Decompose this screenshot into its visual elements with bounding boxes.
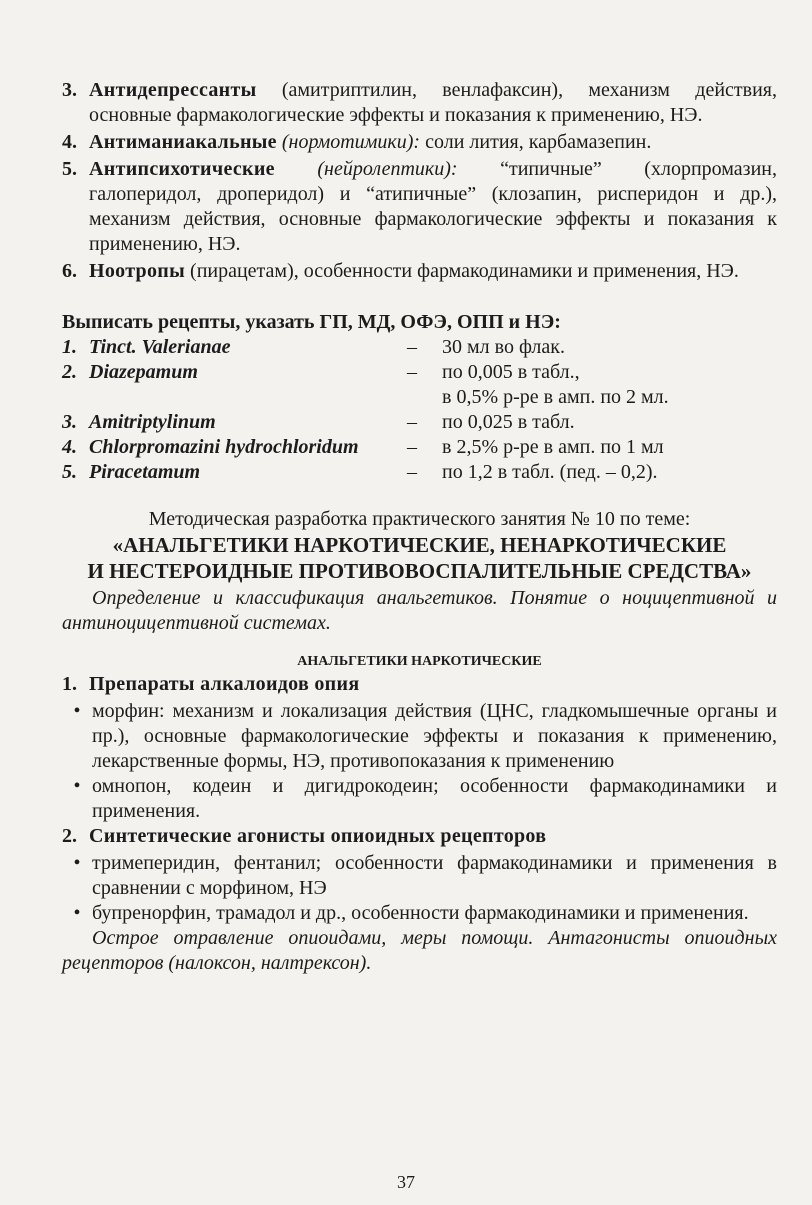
drug-dose: 30 мл во флак. xyxy=(442,336,565,358)
drug-name: Chlorpromazini hydrochloridum xyxy=(89,436,359,458)
bullet-icon: • xyxy=(73,700,81,722)
drug-dose: по 1,2 в табл. (пед. – 0,2). xyxy=(442,461,658,483)
bullet-icon: • xyxy=(73,852,81,874)
drug-name: Piracetamum xyxy=(89,461,201,483)
bullet-list xyxy=(62,851,777,926)
document-page xyxy=(62,78,777,976)
item-text: (амитриптилин, венлафаксин), механизм действия, основные фармакологические эффекты и показания к применению, НЭ. xyxy=(89,79,777,126)
section-title: АНАЛЬГЕТИКИ НАРКОТИЧЕСКИЕ xyxy=(297,654,542,669)
drug-name: Amitriptylinum xyxy=(89,411,216,433)
prescriptions-title: Выписать рецепты, указать ГП, МД, ОФЭ, ОПП и НЭ: xyxy=(62,311,561,333)
lesson-title-line2: И НЕСТЕРОИДНЫЕ ПРОТИВОВОСПАЛИТЕЛЬНЫЕ СРЕДСТВА» xyxy=(87,559,752,583)
drug-dose-secondary: в 0,5% р-ре в амп. по 2 мл. xyxy=(442,386,669,408)
list-item: • омнопон, кодеин и дигидрокодеин; особенности фармакодинамики и применения. xyxy=(62,774,777,824)
list-item: • бупренорфин, трамадол и др., особенности фармакодинамики и применения. xyxy=(62,901,777,926)
list-item: • тримеперидин, фентанил; особенности фармакодинамики и применения в сравнении с морфином, НЭ xyxy=(62,851,777,901)
item-heading: Антипсихотические xyxy=(89,158,275,180)
item-number: 6. xyxy=(62,260,77,282)
page-number: 37 xyxy=(397,1172,415,1192)
drug-class-list xyxy=(62,78,777,284)
drug-name: Diazepamum xyxy=(89,361,198,383)
prescriptions-list xyxy=(62,335,777,485)
bullet-icon: • xyxy=(73,902,81,924)
prescription-row: 2. Diazepamum – по 0,005 в табл., xyxy=(62,360,777,385)
list-item: 4. Антиманиакальные (нормотимики): соли лития, карбамазепин. xyxy=(62,131,652,153)
item-text: (пирацетам), особенности фармакодинамики и применения, НЭ. xyxy=(185,260,739,282)
prescription-row: 1. Tinct. Valerianae – 30 мл во флак. xyxy=(62,335,777,360)
list-item xyxy=(62,259,777,284)
item-text: соли лития, карбамазепин. xyxy=(420,131,652,153)
item-text: “типичные” (хлорпромазин, галоперидол, дроперидол) и “атипичные” (клозапин, рисперидон и др.), механизм действия, основные фармакологические эффекты и показания к применению, НЭ. xyxy=(89,158,777,255)
item-heading: Ноотропы xyxy=(89,260,186,282)
bullet-icon: • xyxy=(73,775,81,797)
lesson-definitions: Определение и классификация анальгетиков. Понятие о ноцицептивной и антиноцицептивной системах. xyxy=(62,587,777,634)
list-item: • морфин: механизм и локализация действия (ЦНС, гладкомышечные органы и пр.), основные фармакологические эффекты и показания к применению, лекарственные формы, НЭ, противопоказания к применению xyxy=(62,699,777,774)
drug-dose: в 2,5% р-ре в амп. по 1 мл xyxy=(442,436,664,458)
item-heading: Антиманиакальные xyxy=(89,131,277,153)
prescription-row: 3. Amitriptylinum – по 0,025 в табл. xyxy=(62,410,777,435)
drug-dose: по 0,025 в табл. xyxy=(442,411,575,433)
list-item xyxy=(62,78,777,128)
item-number: 5. xyxy=(62,158,77,180)
lesson-title-line1: «АНАЛЬГЕТИКИ НАРКОТИЧЕСКИЕ, НЕНАРКОТИЧЕСКИЕ xyxy=(112,533,727,557)
group-heading: 2. Синтетические агонисты опиоидных рецепторов xyxy=(62,825,547,847)
drug-name: Tinct. Valerianae xyxy=(89,336,231,358)
drug-dose: по 0,005 в табл., xyxy=(442,361,580,383)
list-item: 5. Антипсихотические (нейролептики): “типичные” (хлорпромазин, галоперидол, дроперидол) и “атипичные” (клозапин, рисперидон и др.), механизм действия, основные фармакологические эффекты и показания к применению, НЭ. xyxy=(62,158,777,255)
bullet-list xyxy=(62,699,777,824)
group-heading: 1. Препараты алкалоидов опия xyxy=(62,673,360,695)
item-number: 3. xyxy=(62,79,77,101)
lesson-intro: Методическая разработка практического занятия № 10 по теме: xyxy=(148,508,691,530)
prescription-row: 5. Piracetamum – по 1,2 в табл. (пед. – 0,2). xyxy=(62,460,777,485)
item-number: 4. xyxy=(62,131,77,153)
poisoning-text: Острое отравление опиоидами, меры помощи. Антагонисты опиоидных рецепторов (налоксон, налтрексон). xyxy=(62,927,777,974)
prescription-row: 4. Chlorpromazini hydrochloridum – в 2,5% р-ре в амп. по 1 мл xyxy=(62,435,777,460)
item-heading: Антидепрессанты xyxy=(89,79,257,101)
